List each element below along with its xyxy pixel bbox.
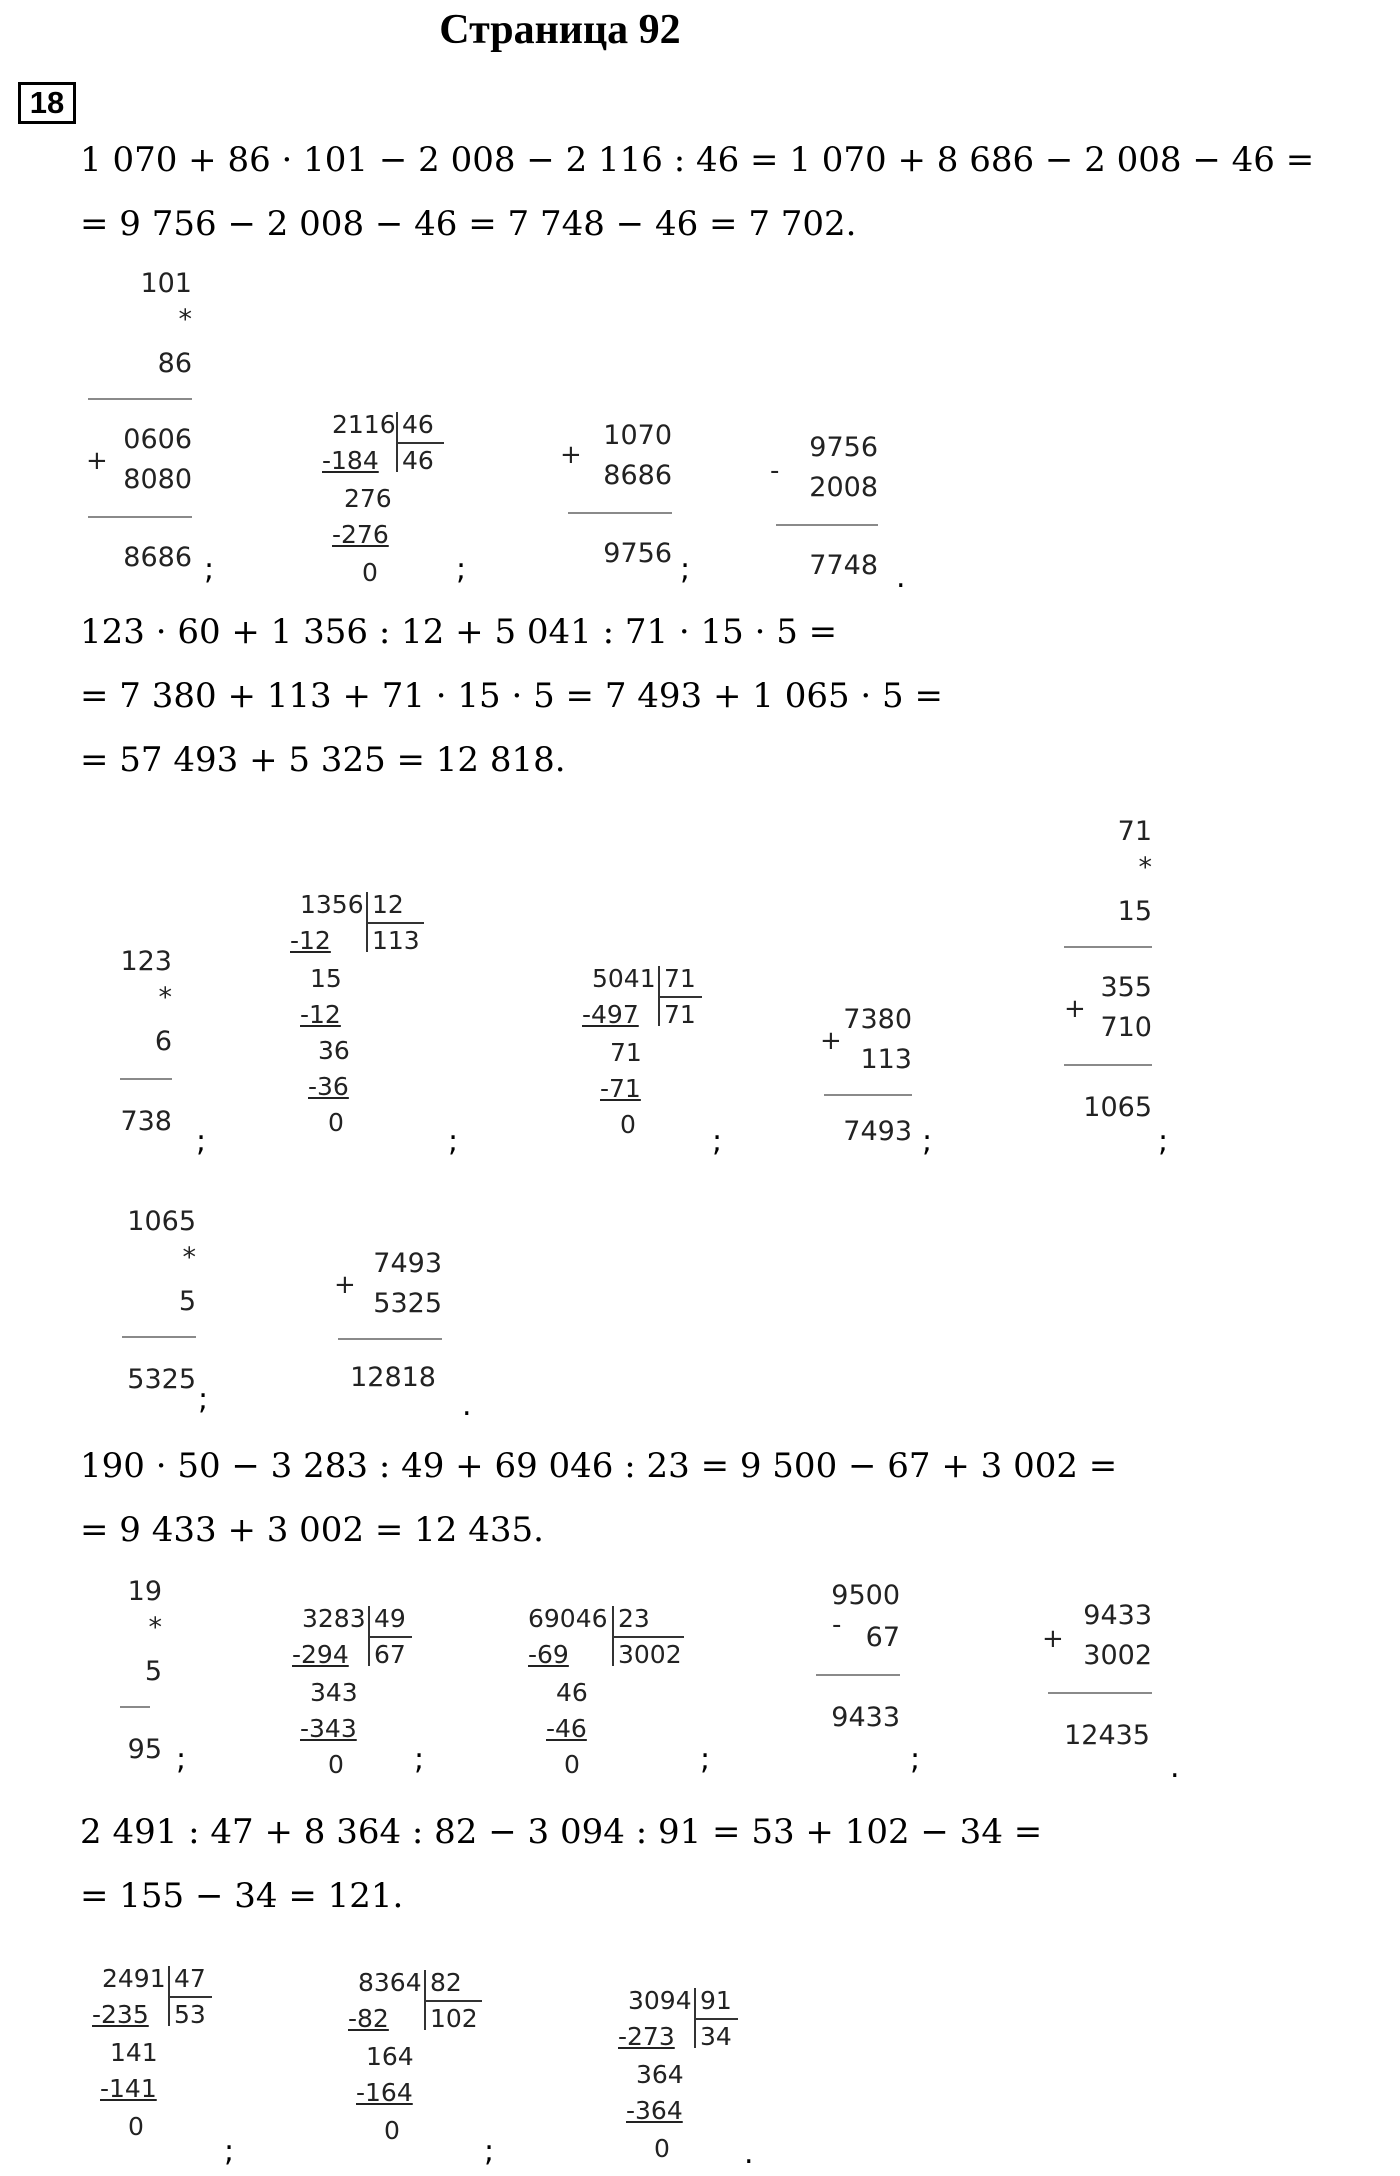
long-division-2116-by-46	[322, 412, 452, 592]
semicolon: ;	[484, 2134, 495, 2169]
plus-sign: +	[86, 446, 108, 476]
remainder-2: 0	[384, 2116, 400, 2145]
divisor: 49	[374, 1604, 406, 1633]
column-addition-7380-113	[820, 1000, 920, 1160]
remainder-2: 0	[620, 1110, 636, 1139]
product: 5325	[127, 1364, 196, 1395]
semicolon: ;	[922, 1124, 933, 1159]
equation-2-line-1: 123 · 60 + 1 356 : 12 + 5 041 : 71 · 15 · 5 =	[80, 612, 838, 652]
quotient: 34	[700, 2022, 732, 2051]
period: .	[1170, 1750, 1180, 1785]
quotient: 71	[664, 1000, 696, 1029]
long-division-8364-by-82	[348, 1970, 488, 2150]
equation-1-line-1: 1 070 + 86 · 101 − 2 008 − 2 116 : 46 = 1 070 + 8 686 − 2 008 − 46 =	[80, 140, 1315, 180]
rule-line	[120, 1078, 172, 1080]
column-multiplication-1065x5	[114, 1208, 204, 1408]
addend-2: 8686	[603, 460, 672, 491]
division-bracket-bar	[658, 996, 702, 998]
sum: 12435	[1064, 1720, 1150, 1751]
semicolon: ;	[456, 552, 467, 587]
column-subtraction-9500-67	[808, 1582, 908, 1762]
multiplier: 15	[1117, 896, 1152, 927]
multiplicand: 1065	[127, 1206, 196, 1237]
column-subtraction-9756-2008	[768, 428, 886, 598]
long-division-3283-by-49	[292, 1604, 425, 1786]
long-division-69046-by-23	[528, 1606, 698, 1786]
task-number-badge: 18	[18, 82, 76, 124]
multiply-sign: *	[178, 304, 192, 335]
addend-1: 7380	[843, 1004, 912, 1035]
rule-line	[120, 1706, 150, 1708]
minuend: 9756	[809, 432, 878, 463]
division-bracket-bar	[396, 442, 444, 444]
subtrahend-1: -273	[618, 2022, 675, 2051]
remainder-1: 364	[636, 2060, 684, 2089]
product: 738	[120, 1106, 172, 1137]
rule-line	[568, 512, 672, 514]
rule-line	[816, 1674, 900, 1676]
rule-line	[338, 1338, 442, 1340]
subtrahend: 2008	[809, 472, 878, 503]
difference: 9433	[831, 1702, 900, 1733]
dividend: 8364	[358, 1968, 422, 1997]
remainder-1: 164	[366, 2042, 414, 2071]
remainder-2: 0	[328, 1750, 344, 1779]
partial-product-2: 710	[1100, 1012, 1152, 1043]
rule-line	[1064, 946, 1152, 948]
quotient: 102	[430, 2004, 478, 2033]
partial-product-1: 0606	[123, 424, 192, 455]
page-title: Страница 92	[439, 7, 681, 53]
semicolon: ;	[680, 552, 691, 587]
plus-sign: +	[820, 1026, 842, 1056]
plus-sign: +	[560, 440, 582, 470]
equation-3-line-1: 190 · 50 − 3 283 : 49 + 69 046 : 23 = 9 500 − 67 + 3 002 =	[80, 1446, 1118, 1486]
column-multiplication-101x86	[80, 270, 200, 590]
multiplicand: 71	[1117, 816, 1152, 847]
remainder-2: 0	[128, 2112, 144, 2141]
equation-4-line-1: 2 491 : 47 + 8 364 : 82 − 3 094 : 91 = 53 + 102 − 34 =	[80, 1812, 1043, 1852]
column-addition-7493-5325	[330, 1244, 450, 1404]
remainder-1: 276	[344, 484, 392, 513]
division-bracket-bar	[368, 1636, 412, 1638]
subtrahend-1: -497	[582, 1000, 639, 1029]
subtrahend-2: -164	[356, 2078, 413, 2107]
subtrahend-2: -46	[546, 1714, 587, 1743]
multiply-sign: *	[148, 1612, 162, 1643]
remainder-2: 0	[362, 558, 378, 587]
multiplier: 86	[157, 348, 192, 379]
multiplicand: 101	[140, 268, 192, 299]
semicolon: ;	[414, 1742, 425, 1777]
remainder-2: 0	[564, 1750, 580, 1779]
remainder-3: 0	[328, 1108, 344, 1137]
remainder-1: 46	[556, 1678, 588, 1707]
multiplicand: 19	[127, 1576, 162, 1607]
plus-sign: +	[334, 1270, 356, 1300]
minus-sign: -	[770, 456, 780, 486]
subtrahend-1: -184	[322, 446, 379, 475]
rule-line	[824, 1094, 912, 1096]
period: .	[462, 1388, 472, 1423]
subtrahend-2: -141	[100, 2074, 157, 2103]
equation-2-line-3: = 57 493 + 5 325 = 12 818.	[80, 740, 566, 780]
subtrahend-1: -69	[528, 1640, 569, 1669]
semicolon: ;	[176, 1742, 187, 1777]
division-bracket-bar	[168, 1996, 212, 1998]
equation-4-line-2: = 155 − 34 = 121.	[80, 1876, 404, 1916]
dividend: 1356	[300, 890, 364, 919]
rule-line	[122, 1336, 196, 1338]
long-division-5041-by-71	[582, 966, 712, 1146]
semicolon: ;	[700, 1742, 711, 1777]
subtrahend-1: -235	[92, 2000, 149, 2029]
partial-product-1: 355	[1100, 972, 1152, 1003]
dividend: 3283	[302, 1604, 366, 1633]
division-bracket-bar	[694, 2018, 738, 2020]
subtrahend-2: -276	[332, 520, 389, 549]
dividend: 2491	[102, 1964, 166, 1993]
dividend: 69046	[528, 1604, 608, 1633]
divisor: 91	[700, 1986, 732, 2015]
semicolon: ;	[1158, 1124, 1169, 1159]
subtrahend-2: -364	[626, 2096, 683, 2125]
long-division-3094-by-91	[618, 1988, 748, 2168]
column-multiplication-19x5	[106, 1578, 176, 1778]
dividend: 5041	[592, 964, 656, 993]
semicolon: ;	[224, 2134, 235, 2169]
sum: 9756	[603, 538, 672, 569]
plus-sign: +	[1042, 1624, 1064, 1654]
long-division-2491-by-47	[92, 1966, 222, 2146]
remainder-1: 141	[110, 2038, 158, 2067]
division-bracket-bar	[612, 1636, 684, 1638]
divisor: 46	[402, 410, 434, 439]
quotient: 46	[402, 446, 434, 475]
equation-2-line-2: = 7 380 + 113 + 71 · 15 · 5 = 7 493 + 1 065 · 5 =	[80, 676, 943, 716]
sum: 12818	[350, 1362, 436, 1393]
addend-1: 1070	[603, 420, 672, 451]
subtrahend-1: -12	[290, 926, 331, 955]
long-division-1356-by-12	[290, 892, 430, 1142]
semicolon: ;	[910, 1742, 921, 1777]
subtrahend-2: -343	[300, 1714, 357, 1743]
subtrahend-3: -36	[308, 1072, 349, 1101]
addend-2: 113	[860, 1044, 912, 1075]
division-bracket-bar	[424, 2000, 482, 2002]
multiply-sign: *	[158, 982, 172, 1013]
division-bracket-bar	[366, 922, 424, 924]
dividend: 3094	[628, 1986, 692, 2015]
product: 1065	[1083, 1092, 1152, 1123]
column-addition-1070-8686	[560, 416, 680, 586]
multiplicand: 123	[120, 946, 172, 977]
column-multiplication-123x6	[100, 948, 180, 1148]
column-addition-9433-3002	[1040, 1596, 1160, 1766]
subtrahend: 67	[865, 1622, 900, 1653]
quotient: 3002	[618, 1640, 682, 1669]
equation-3-line-2: = 9 433 + 3 002 = 12 435.	[80, 1510, 544, 1550]
semicolon: ;	[204, 552, 215, 587]
divisor: 12	[372, 890, 404, 919]
semicolon: ;	[196, 1124, 207, 1159]
multiplier: 5	[178, 1286, 196, 1317]
period: .	[896, 560, 906, 595]
divisor: 47	[174, 1964, 206, 1993]
addend-1: 9433	[1083, 1600, 1152, 1631]
remainder-1: 71	[610, 1038, 642, 1067]
subtrahend-2: -71	[600, 1074, 641, 1103]
multiplier: 5	[144, 1656, 162, 1687]
divisor: 82	[430, 1968, 462, 1997]
multiplier: 6	[154, 1026, 172, 1057]
rule-line	[88, 516, 192, 518]
column-multiplication-71x15	[1060, 818, 1160, 1138]
equation-1-line-2: = 9 756 − 2 008 − 46 = 7 748 − 46 = 7 702.	[80, 204, 857, 244]
multiply-sign: *	[182, 1242, 196, 1273]
subtrahend-1: -82	[348, 2004, 389, 2033]
quotient: 67	[374, 1640, 406, 1669]
rule-line	[1064, 1064, 1152, 1066]
plus-sign: +	[1064, 994, 1086, 1024]
semicolon: ;	[198, 1382, 209, 1417]
addend-2: 5325	[373, 1288, 442, 1319]
period: .	[744, 2136, 754, 2171]
remainder-1: 15	[310, 964, 342, 993]
remainder-2: 0	[654, 2134, 670, 2163]
rule-line	[776, 524, 878, 526]
remainder-1: 343	[310, 1678, 358, 1707]
quotient: 53	[174, 2000, 206, 2029]
product: 95	[127, 1734, 162, 1765]
subtrahend-1: -294	[292, 1640, 349, 1669]
rule-line	[1048, 1692, 1152, 1694]
quotient: 113	[372, 926, 420, 955]
sum: 7493	[843, 1116, 912, 1147]
remainder-2: 36	[318, 1036, 350, 1065]
dividend: 2116	[332, 410, 396, 439]
semicolon: ;	[448, 1124, 459, 1159]
partial-product-2: 8080	[123, 464, 192, 495]
difference: 7748	[809, 550, 878, 581]
rule-line	[88, 398, 192, 400]
semicolon: ;	[712, 1124, 723, 1159]
multiply-sign: *	[1138, 852, 1152, 883]
minuend: 9500	[831, 1580, 900, 1611]
product: 8686	[123, 542, 192, 573]
addend-2: 3002	[1083, 1640, 1152, 1671]
addend-1: 7493	[373, 1248, 442, 1279]
divisor: 71	[664, 964, 696, 993]
divisor: 23	[618, 1604, 650, 1633]
minus-sign: -	[832, 1610, 842, 1640]
subtrahend-2: -12	[300, 1000, 341, 1029]
